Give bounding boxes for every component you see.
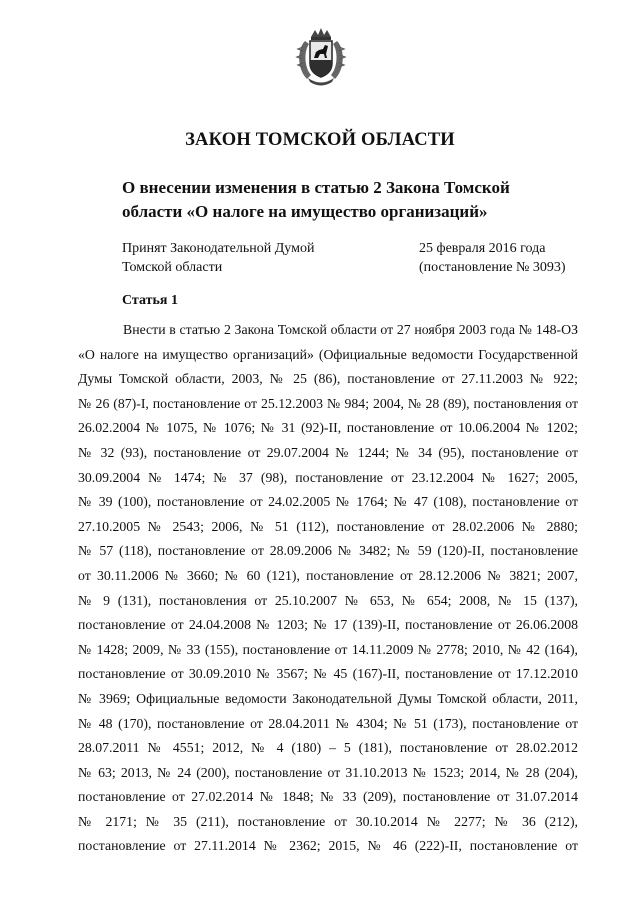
article-line: № 32 (93), постановление от 29.07.2004 № 1244; № 34 (95), постановление от	[78, 444, 578, 460]
article-line: № 2171; № 35 (211), постановление от 30.10.2014 № 2277; № 36 (212),	[78, 813, 578, 829]
adoption-date-line: 25 февраля 2016 года	[419, 241, 546, 256]
coat-of-arms-icon	[295, 27, 347, 87]
article-line: № 63; 2013, № 24 (200), постановление от 31.10.2013 № 1523; 2014, № 28 (204),	[78, 764, 578, 780]
article-line: 30.09.2004 № 1474; № 37 (98), постановление от 23.12.2004 № 1627; 2005,	[78, 469, 578, 485]
article-line: постановление от 27.11.2014 № 2362; 2015, № 46 (222)-II, постановление от	[78, 838, 578, 854]
adoption-body	[122, 239, 382, 277]
article-line: от 30.11.2006 № 3660; № 60 (121), постановление от 28.12.2006 № 3821; 2007,	[78, 567, 578, 583]
article-line: «О налоге на имущество организаций» (Официальные ведомости Государственной	[78, 346, 578, 362]
article-line: 28.07.2011 № 4551; 2012, № 4 (180) – 5 (181), постановление от 28.02.2012	[78, 740, 578, 756]
article-line: 27.10.2005 № 2543; 2006, № 51 (112), постановление от 28.02.2006 № 2880;	[78, 518, 578, 534]
article-line: Думы Томской области, 2003, № 25 (86), постановление от 27.11.2003 № 922;	[78, 371, 578, 387]
article-line: 26.02.2004 № 1075, № 1076; № 31 (92)-II, постановление от 10.06.2004 № 1202;	[78, 420, 578, 436]
law-subject	[122, 176, 592, 224]
article-line: № 39 (100), постановление от 24.02.2005 № 1764; № 47 (108), постановление от	[78, 494, 578, 510]
article-title: Статья 1	[122, 293, 178, 308]
adoption-date	[419, 239, 609, 277]
adoption-body-line: Принят Законодательной Думой	[122, 241, 315, 256]
law-subject-line: О внесении изменения в статью 2 Закона Томской	[122, 178, 510, 197]
article-line: № 57 (118), постановление от 28.09.2006 № 3482; № 59 (120)-II, постановление	[78, 543, 578, 559]
article-line: постановление от 24.04.2008 № 1203; № 17 (139)-II, постановление от 26.06.2008	[78, 617, 578, 633]
article-line: № 26 (87)-I, постановление от 25.12.2003 № 984; 2004, № 28 (89), постановления от	[78, 395, 578, 411]
article-line: № 48 (170), постановление от 28.04.2011 № 4304; № 51 (173), постановление от	[78, 715, 578, 731]
law-title: ЗАКОН ТОМСКОЙ ОБЛАСТИ	[185, 130, 455, 150]
article-body	[78, 318, 578, 859]
article-line: Внести в статью 2 Закона Томской области от 27 ноября 2003 года № 148-ОЗ	[123, 322, 578, 337]
adoption-resolution-line: (постановление № 3093)	[419, 260, 566, 275]
article-line: постановление от 30.09.2010 № 3567; № 45 (167)-II, постановление от 17.12.2010	[78, 666, 578, 682]
article-line: № 9 (131), постановления от 25.10.2007 № 653, № 654; 2008, № 15 (137),	[78, 592, 578, 608]
article-line: № 3969; Официальные ведомости Законодательной Думы Томской области, 2011,	[78, 690, 578, 706]
article-line: № 1428; 2009, № 33 (155), постановление от 14.11.2009 № 2778; 2010, № 42 (164),	[78, 641, 578, 657]
law-subject-line: области «О налоге на имущество организаций»	[122, 202, 488, 221]
article-line: постановление от 27.02.2014 № 1848; № 33 (209), постановление от 31.07.2014	[78, 789, 578, 805]
adoption-body-line: Томской области	[122, 260, 223, 275]
